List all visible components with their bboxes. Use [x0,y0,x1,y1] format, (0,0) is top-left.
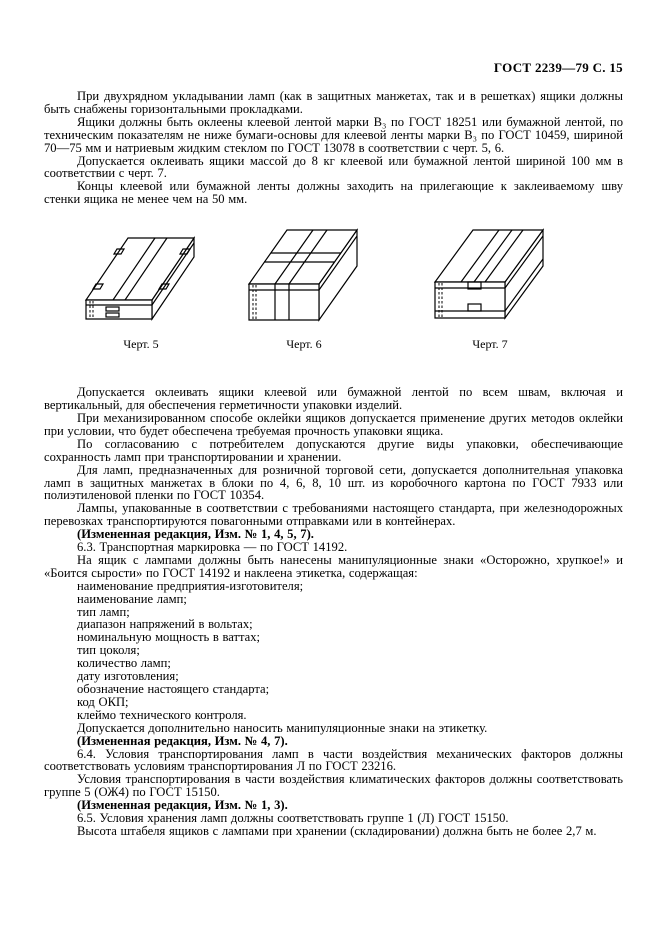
paragraph: клеймо технического контроля. [77,707,247,722]
paragraph: диапазон напряжений в вольтах; [77,617,253,632]
paragraph: обозначение настоящего стандарта; [77,682,270,696]
paragraph: Допускается дополнительно наносить манипуляционные знаки на этикетку. [77,720,488,735]
page-header: ГОСТ 2239—79 С. 15 [493,60,623,75]
figure-5-art [44,216,238,330]
paragraph: Условия транспортирования в части воздействия климатических факторов должны соответствовать группе 5 (ОЖ4) по ГОСТ 15150. [44,772,623,800]
paragraph: Высота штабеля ящиков с лампами при хранении (складировании) должна быть не более 2,7 м. [77,823,597,838]
paragraph: Допускается оклеивать ящики массой до 8 кг клеевой или бумажной лентой шириной 100 мм в соответствии с черт. 7. [44,153,623,181]
paragraph: Концы клеевой или бумажной ленты должны заходить на прилегающие к заклеиваемому шву стенки ящика не менее чем на 50 мм. [44,179,623,207]
paragraph: При двухрядном укладывании ламп (как в защитных манжетах, так и в решетках) ящики должны быть снабжены горизонтальными прокладками. [44,89,623,116]
paragraph: код ОКП; [77,694,129,709]
figure-6-caption: Черт. 6 [286,337,322,352]
taped-box-drawing-7 [431,218,549,330]
amendment-note-paragraph: (Измененная редакция, Изм. № 1, 4, 5, 7). [77,527,314,542]
paragraph: тип цоколя; [77,643,140,658]
bottom-text-block [44,386,623,838]
amendment-note-paragraph: (Измененная редакция, Изм. № 1, 3). [77,798,288,813]
paragraph: номинальную мощность в ваттах; [77,630,261,645]
paragraph: Допускается оклеивать ящики клеевой или бумажной лентой по всем швам, включая и вертикальный, для обеспечения герметичности упаковки изделий. [44,385,623,413]
paragraph: тип ламп; [77,604,130,619]
paragraph: 6.3. Транспортная маркировка — по ГОСТ 14192. [77,540,348,555]
figure-5-caption: Черт. 5 [123,337,159,352]
paragraph: дату изготовления; [77,669,179,684]
figure-7 [370,216,610,352]
amendment-note-paragraph: (Измененная редакция, Изм. № 4, 7). [77,733,288,748]
paragraph: Ящики должны быть оклеены клеевой лентой марки В₃ по ГОСТ 18251 или бумажной лентой, по техническим показателям не ниже бумаги-основы для клеевой ленты марки В₃ по ГОСТ 10459, шириной 70—75 мм и натриевым жидким стеклом по ГОСТ 13078 в соответствии с черт. 5, 6. [44,114,623,155]
figure-6-art [238,216,370,330]
paragraph: наименование ламп; [77,591,187,606]
paragraph: На ящик с лампами должны быть нанесены манипуляционные знаки «Осторожно, хрупкое!» и «Боится сырости» по ГОСТ 14192 и наклеена этикетка, содержащая: [44,552,623,580]
paragraph: Для ламп, предназначенных для розничной торговой сети, допускается дополнительная упаковка ламп в защитных манжетах в блоки по 4, 6, 8, 10 шт. из коробочного картона по ГОСТ 7933 или полиэтиленовой пленки по ГОСТ 10354. [44,462,623,503]
figures-row [44,216,623,352]
taped-box-drawing-5 [82,222,200,330]
taped-box-drawing-6 [245,218,363,330]
paragraph: 6.5. Условия хранения ламп должны соответствовать группе 1 (Л) ГОСТ 15150. [77,811,509,826]
paragraph: Лампы, упакованные в соответствии с требованиями настоящего стандарта, при железнодорожных перевозках транспортируются повагонными отправками или в контейнерах. [44,501,623,529]
figure-7-art [370,216,610,330]
paragraph: количество ламп; [77,656,171,671]
figure-5 [44,216,238,352]
paragraph: наименование предприятия-изготовителя; [77,578,304,593]
top-text-block [44,90,623,206]
paragraph: По согласованию с потребителем допускаются другие виды упаковки, обеспечивающие сохранность ламп при транспортировании и хранении. [44,436,623,464]
figure-6 [238,216,370,352]
figure-7-caption: Черт. 7 [472,337,508,352]
paragraph: 6.4. Условия транспортирования ламп в части воздействия механических факторов должны соответствовать условиям транспортирования Л по ГОСТ 23216. [44,746,623,774]
paragraph: При механизированном способе оклейки ящиков допускается применение других методов оклейки при условии, что будет обеспечена требуемая прочность упаковки ящика. [44,410,623,438]
